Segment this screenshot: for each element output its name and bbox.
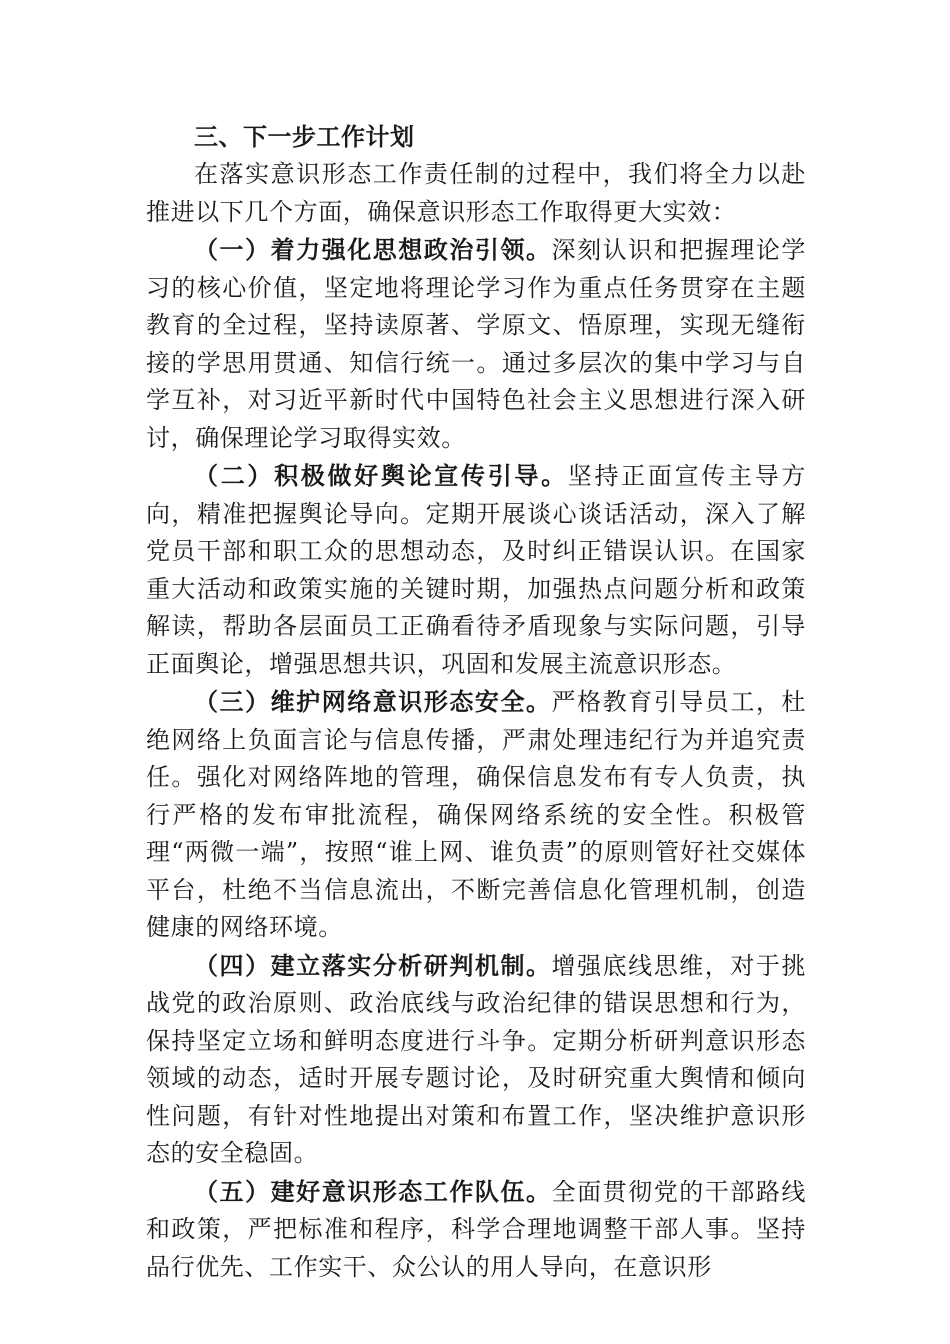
plan-item-4-body: 增强底线思维，对于挑战党的政治原则、政治底线与政治纪律的错误思想和行为，保持坚定立场和鲜明态度进行斗争。定期分析研判意识形态领域的动态，适时开展专题讨论，及时研究重大舆情和倾向性问题，有针对性地提出对策和布置工作，坚决维护意识形态的安全稳固。 <box>146 951 806 1167</box>
plan-item-2-lead: （二）积极做好舆论宣传引导。 <box>194 461 568 490</box>
plan-item-3 <box>146 683 806 947</box>
plan-item-5-body: 全面贯彻党的干部路线和政策，严把标准和程序，科学合理地调整干部人事。坚持品行优先、工作实干、众公认的用人导向，在意识形 <box>146 1177 806 1281</box>
plan-item-3-body: 严格教育引导员工，杜绝网络上负面言论与信息传播，严肃处理违纪行为并追究责任。强化对网络阵地的管理，确保信息发布有专人负责，执行严格的发布审批流程，确保网络系统的安全性。积极管理“两微一端”，按照“谁上网、谁负责”的原则管好社交媒体平台，杜绝不当信息流出，不断完善信息化管理机制，创造健康的网络环境。 <box>146 688 806 941</box>
plan-item-2-body: 坚持正面宣传主导方向，精准把握舆论导向。定期开展谈心谈话活动，深入了解党员干部和职工众的思想动态，及时纠正错误认识。在国家重大活动和政策实施的关键时期，加强热点问题分析和政策解读，帮助各层面员工正确看待矛盾现象与实际问题，引导正面舆论，增强思想共识，巩固和发展主流意识形态。 <box>146 462 806 678</box>
plan-item-5 <box>146 1173 806 1287</box>
plan-item-3-lead: （三）维护网络意识形态安全。 <box>194 687 552 716</box>
section-heading: 三、下一步工作计划 <box>194 123 415 151</box>
plan-item-1-body: 深刻认识和把握理论学习的核心价值，坚定地将理论学习作为重点任务贯穿在主题教育的全过程，坚持读原著、学原文、悟原理，实现无缝衔接的学思用贯通、知信行统一。通过多层次的集中学习与自学互补，对习近平新时代中国特色社会主义思想进行深入研讨，确保理论学习取得实效。 <box>146 236 806 452</box>
plan-item-5-lead: （五）建好意识形态工作队伍。 <box>194 1176 552 1206</box>
intro-paragraph: 在落实意识形态工作责任制的过程中，我们将全力以赴推进以下几个方面，确保意识形态工作取得更大实效： <box>146 160 806 226</box>
plan-item-4 <box>146 947 806 1173</box>
plan-item-1 <box>146 231 806 457</box>
plan-item-2 <box>146 457 806 683</box>
plan-item-4-lead: （四）建立落实分析研判机制。 <box>194 950 552 980</box>
document-page <box>146 118 806 1286</box>
plan-item-1-lead: （一）着力强化思想政治引领。 <box>194 235 552 264</box>
